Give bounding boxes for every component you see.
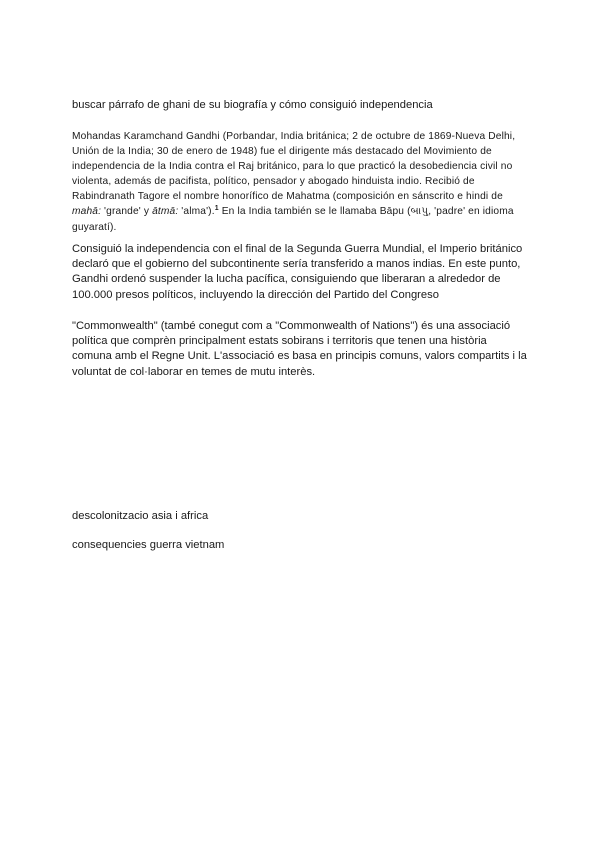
- bio-term-atma: ātmā:: [152, 206, 179, 218]
- topic-note-vietnam: consequencies guerra vietnam: [72, 539, 225, 551]
- bio-text-1: Mohandas Karamchand Gandhi (Porbandar, India británica; 2 de octubre de 1869-Nueva Delhi, Unión de la India; 30 de enero de 1948) fue el dirigente más destacado del Movimiento de independencia de la India contra el Raj británico, para lo que practicó la desobediencia civil no violenta, además de pacifista, político, pensador y abogado hinduista indio. Recibió de Rabindranath Tagore el nombre honorífico de Mahatma (composición en sánscrito e hindi de: [72, 131, 516, 203]
- heading-note: buscar párrafo de ghani de su biografía y cómo consiguió independencia: [72, 99, 433, 111]
- bio-text-2: En la India también se le llamaba Bāpu (બાપુ, 'padre' en idioma guyaratí).: [72, 206, 514, 233]
- bio-gloss-1: 'grande' y: [101, 206, 153, 218]
- independence-paragraph: Consiguió la independencia con el final de la Segunda Guerra Mundial, el Imperio británico declaró que el gobierno del subcontinente sería transferido a manos indias. En este punto, Gandhi ordenó suspender la lucha pacífica, consiguiendo que liberaran a alrededor de 100.000 presos políticos, incluyendo la dirección del Partido del Congreso: [72, 243, 523, 301]
- gandhi-biography-paragraph: [72, 129, 524, 235]
- footnote-marker: 1: [214, 205, 219, 213]
- bio-term-maha: mahā:: [72, 206, 102, 218]
- topic-note-decolonization: descolonitzacio asia i africa: [72, 510, 209, 522]
- bio-gloss-2: 'alma').: [178, 206, 215, 218]
- commonwealth-paragraph: "Commonwealth" (també conegut com a "Commonwealth of Nations") és una associació política que comprèn principalment estats sobirans i territoris que tenen una història comuna amb el Regne Unit. L'associació es basa en principis comuns, valors compartits i la voluntat de col·laborar en temes de mutu interès.: [72, 320, 527, 378]
